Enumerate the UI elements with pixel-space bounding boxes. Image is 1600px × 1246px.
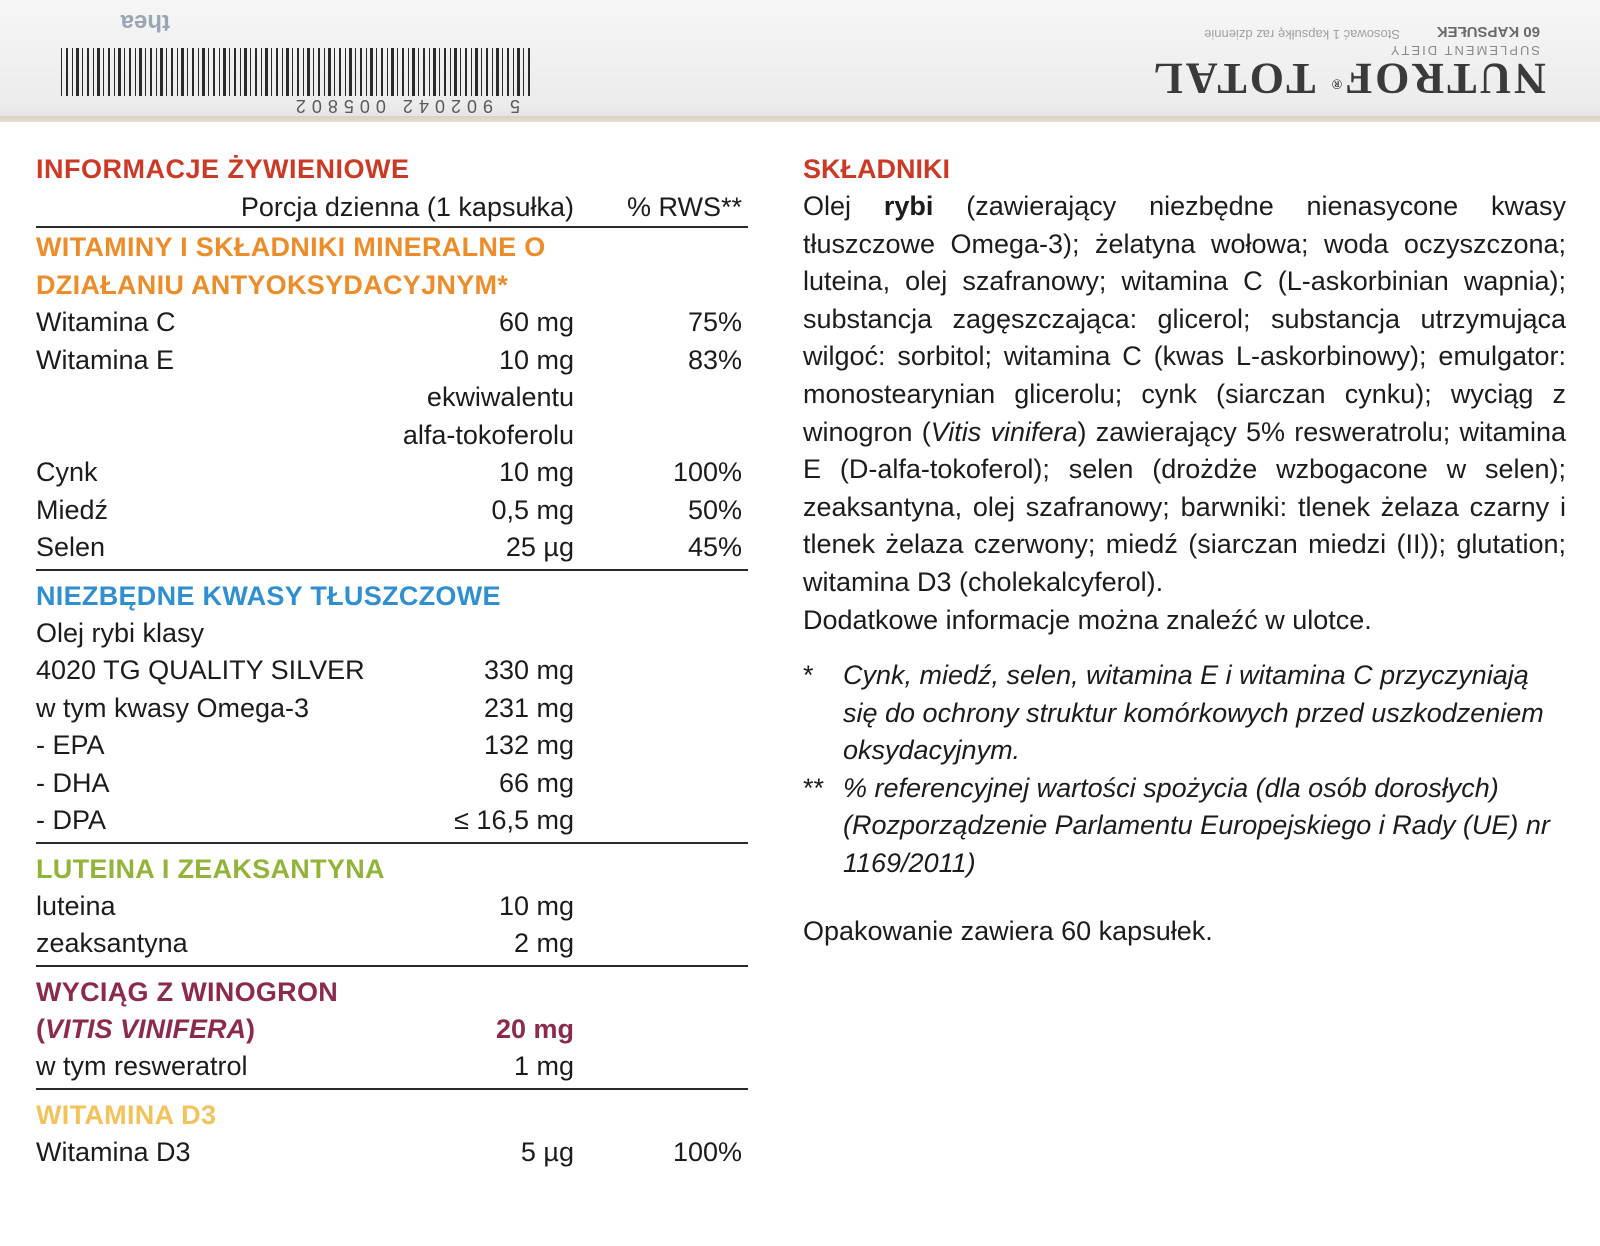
table-row: Witamina E 10 mg 83% bbox=[36, 344, 742, 375]
table-row: - DPA ≤ 16,5 mg bbox=[36, 805, 574, 835]
divider bbox=[36, 842, 748, 844]
portion-header bbox=[36, 188, 748, 228]
table-row: alfa-tokoferolu bbox=[402, 419, 574, 450]
section-heading-antioxidants: WITAMINY I SKŁADNIKI MINERALNE O bbox=[36, 232, 546, 262]
divider bbox=[36, 965, 748, 967]
table-row: ekwiwalentu bbox=[426, 382, 574, 412]
lid-usage-text: Stosować 1 kapsułkę raz dziennie bbox=[1204, 27, 1400, 42]
table-row: w tym resweratrol 1 mg bbox=[36, 1051, 574, 1081]
divider bbox=[36, 569, 748, 571]
ingredients-extra-info: Dodatkowe informacje można znaleźć w ulotce. bbox=[803, 604, 1372, 635]
table-row: - DHA 66 mg bbox=[36, 767, 574, 798]
nutrition-panel bbox=[36, 150, 748, 1171]
section-heading-vitamin-d3: WITAMINA D3 bbox=[36, 1099, 217, 1130]
section-heading-antioxidants-2: DZIAŁANIU ANTYOKSYDACYJNYM* bbox=[36, 270, 509, 300]
table-row: Witamina D3 5 µg 100% bbox=[36, 1136, 742, 1167]
barcode-icon bbox=[60, 48, 530, 96]
ingredients-panel bbox=[803, 150, 1566, 950]
nutrition-title: INFORMACJE ŻYWIENIOWE bbox=[36, 154, 410, 184]
lid-subtitle: SUPLEMENT DIETY bbox=[1388, 43, 1540, 58]
package-contents: Opakowanie zawiera 60 kapsułek. bbox=[803, 916, 1213, 947]
table-row: Olej rybi klasy bbox=[36, 617, 205, 648]
table-row: zeaksantyna 2 mg bbox=[36, 928, 574, 958]
lid-edge bbox=[0, 116, 1600, 122]
footnote-rws: ** % referencyjnej wartości spożycia (dla osób dorosłych)(Rozporządzenie Parlamentu Europejskiego i Rady (UE) nr 1169/2011) bbox=[803, 772, 1550, 878]
portion-label: Porcja dzienna (1 kapsułka) bbox=[240, 192, 574, 222]
section-heading-grape: WYCIĄG Z WINOGRON bbox=[36, 976, 339, 1007]
table-row-latin: (VITIS VINIFERA) 20 mg bbox=[36, 1013, 574, 1044]
lid-capsule-count: 60 KAPSUŁEK bbox=[1436, 23, 1540, 40]
table-row: Miedź 0,5 mg 50% bbox=[36, 494, 742, 525]
table-row: - EPA 132 mg bbox=[36, 730, 574, 760]
table-row: 4020 TG QUALITY SILVER 330 mg bbox=[36, 655, 574, 685]
table-row: Selen 25 µg 45% bbox=[36, 532, 742, 562]
divider bbox=[36, 1088, 748, 1090]
table-row: luteina 10 mg bbox=[36, 890, 574, 921]
rws-label: % RWS** bbox=[626, 192, 742, 222]
table-row: w tym kwasy Omega-3 231 mg bbox=[36, 692, 574, 723]
lid-brand: NUTROF® TOTAL bbox=[1150, 54, 1546, 103]
lid-print-upside-down bbox=[0, 0, 1600, 122]
section-heading-lutein: LUTEINA I ZEAKSANTYNA bbox=[36, 853, 385, 884]
ingredients-title: SKŁADNIKI bbox=[803, 154, 950, 184]
box-lid bbox=[0, 0, 1600, 122]
table-row: Witamina C 60 mg 75% bbox=[36, 307, 742, 337]
footnote-antioxidant: * Cynk, miedź, selen, witamina E i witamina C przyczyniają się do ochrony struktur komórkowych przed uszkodzeniem oksydacyjnym. bbox=[803, 660, 1544, 766]
table-row: Cynk 10 mg 100% bbox=[36, 457, 742, 487]
thea-logo: thea bbox=[120, 9, 170, 36]
section-heading-fatty-acids: NIEZBĘDNE KWASY TŁUSZCZOWE bbox=[36, 580, 501, 611]
ingredients-text: Olej rybi (zawierający niezbędne nienasycone kwasy tłuszczowe Omega-3); żelatyna wołowa; woda oczyszczona; luteina, olej szafranowy; witamina C (L-askorbinian wapnia); substancja zagęszczająca: glicerol; substancja utrzymująca wilgoć: sorbitol; witamina C (kwas L-askorbinowy); emulgator: monostearynian glicerolu; cynk (siarczan cynku); wyciąg z winogron (Vitis vinifera) zawierający 5% resweratrolu; witamina E (D-alfa-tokoferol); selen (drożdże wzbogacone w selen); zeaksantyna, olej szafranowy; barwniki: tlenek żelaza czarny i tlenek żelaza czerwony; miedź (siarczan miedzi (II)); glutation; witamina D3 (cholekalcyferol). bbox=[803, 191, 1566, 597]
barcode-number: 5 902042 005802 bbox=[289, 96, 520, 116]
